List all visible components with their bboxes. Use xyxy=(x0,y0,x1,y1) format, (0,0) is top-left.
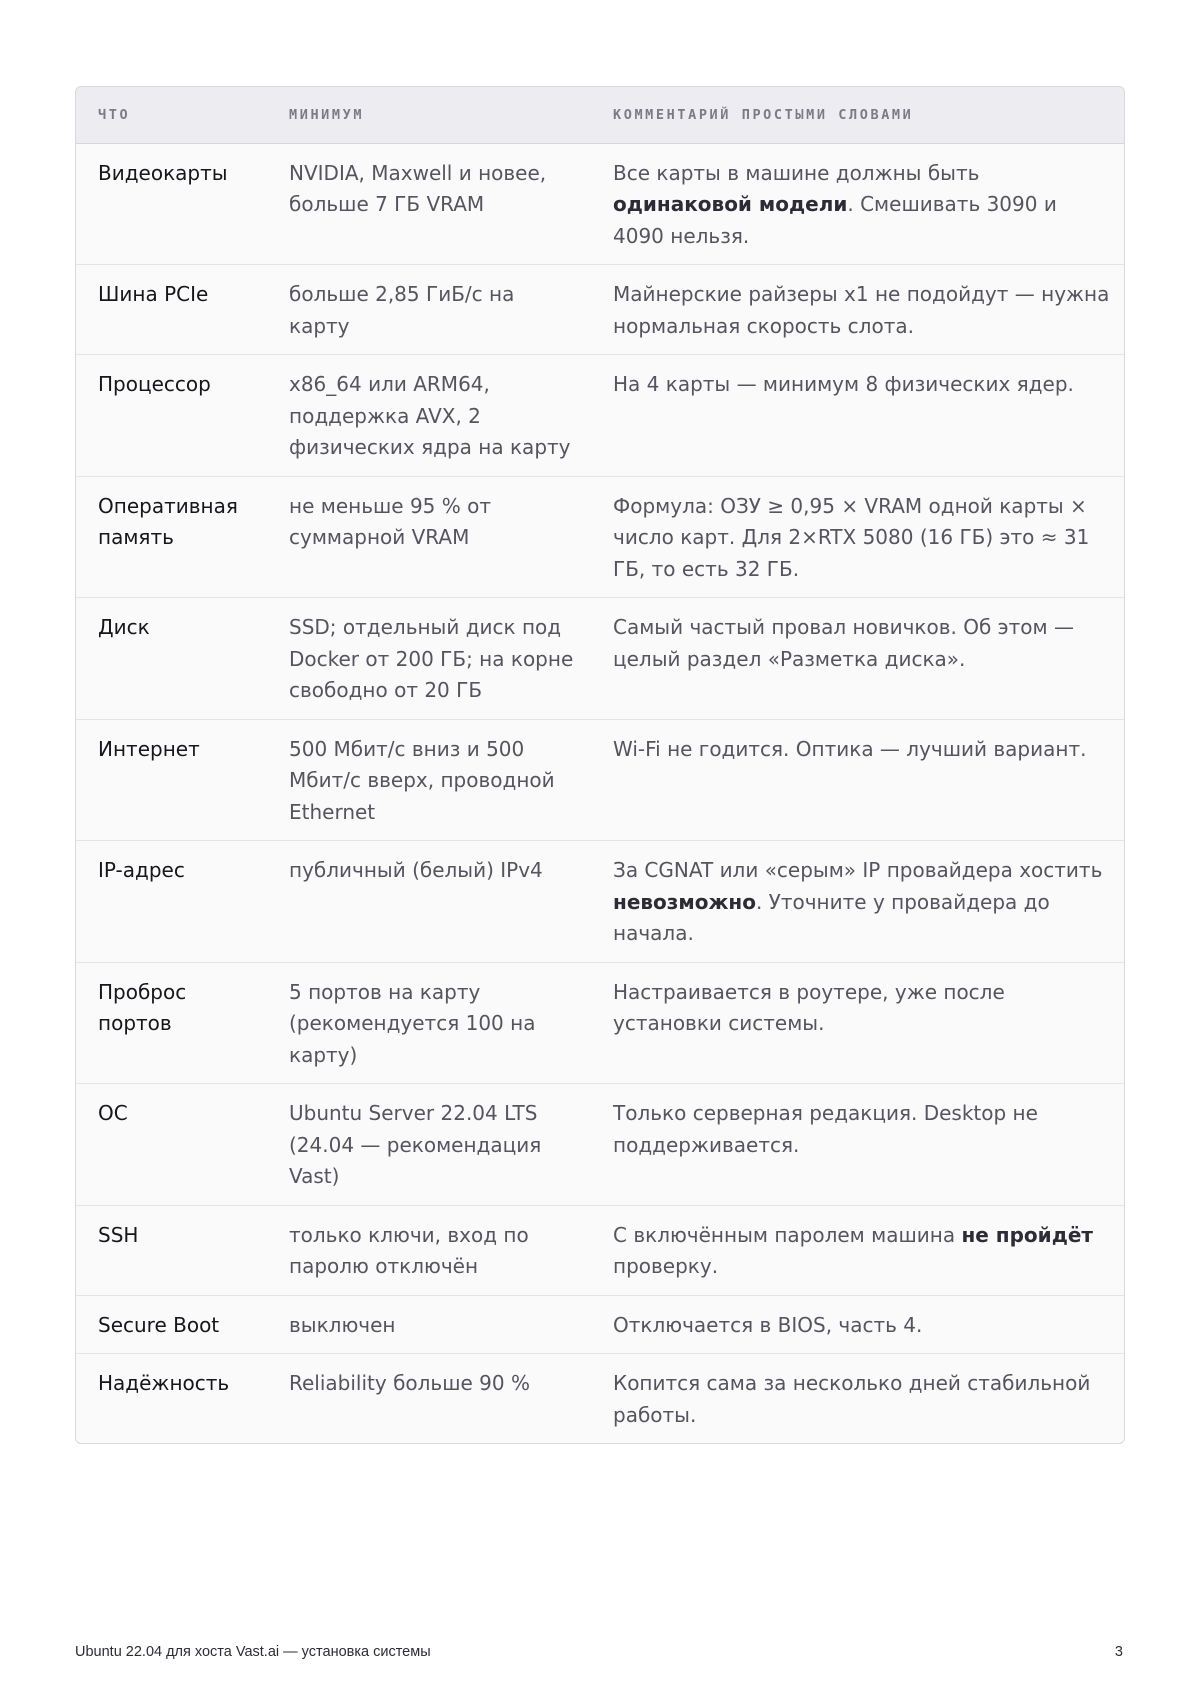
comment-text: Wi‑Fi не годится. Оптика — лучший вариант. xyxy=(613,736,1087,761)
table-row xyxy=(76,719,1124,841)
cell-minimum: больше 2,85 ГиБ/с на карту xyxy=(267,265,591,355)
table-row xyxy=(76,598,1124,720)
table-row xyxy=(76,1354,1124,1444)
table-row xyxy=(76,962,1124,1084)
cell-comment xyxy=(591,143,1124,265)
comment-text: Формула: ОЗУ ≥ 0,95 × VRAM одной карты × число карт. Для 2×RTX 5080 (16 ГБ) это ≈ 31 ГБ, то есть 32 ГБ. xyxy=(613,493,1090,581)
comment-text: . Смешивать 3090 и 4090 нельзя. xyxy=(613,192,1057,248)
table-row xyxy=(76,841,1124,963)
table-row xyxy=(76,1084,1124,1206)
cell-comment xyxy=(591,355,1124,477)
comment-text: Майнерские райзеры x1 не подойдут — нужна нормальная скорость слота. xyxy=(613,282,1110,338)
cell-what: Видеокарты xyxy=(76,143,267,265)
comment-text: На 4 карты — минимум 8 физических ядер. xyxy=(613,372,1074,396)
cell-what: Интернет xyxy=(76,719,267,841)
table-body xyxy=(76,143,1124,1443)
cell-minimum: SSD; отдельный диск под Docker от 200 ГБ; на корне свободно от 20 ГБ xyxy=(267,598,591,720)
cell-what: Диск xyxy=(76,598,267,720)
comment-emphasis: не пройдёт xyxy=(961,1222,1093,1247)
table-row xyxy=(76,143,1124,265)
requirements-table xyxy=(76,87,1124,1443)
cell-minimum: NVIDIA, Maxwell и новее, больше 7 ГБ VRAM xyxy=(267,143,591,265)
cell-what: SSH xyxy=(76,1205,267,1295)
comment-text: С включённым паролем машина xyxy=(613,1222,962,1247)
comment-text: Все карты в машине должны быть xyxy=(613,160,980,185)
table-row xyxy=(76,265,1124,355)
cell-comment xyxy=(591,1295,1124,1354)
cell-what: Проброс портов xyxy=(76,962,267,1084)
cell-minimum: не меньше 95 % от суммарной VRAM xyxy=(267,476,591,598)
comment-emphasis: одинаковой модели xyxy=(613,192,848,216)
cell-minimum: Ubuntu Server 22.04 LTS (24.04 — рекомендация Vast) xyxy=(267,1084,591,1206)
cell-comment xyxy=(591,841,1124,963)
cell-minimum: публичный (белый) IPv4 xyxy=(267,841,591,963)
cell-comment xyxy=(591,476,1124,598)
comment-text: Только серверная редакция. Desktop не поддерживается. xyxy=(613,1101,1038,1157)
comment-text: Настраивается в роутере, уже после установки системы. xyxy=(613,979,1005,1035)
table-row xyxy=(76,355,1124,477)
table-row xyxy=(76,1205,1124,1295)
cell-minimum: Reliability больше 90 % xyxy=(289,1371,530,1395)
comment-text: . Уточните у провайдера до начала. xyxy=(613,889,1050,945)
cell-comment xyxy=(591,962,1124,1084)
cell-comment xyxy=(591,1084,1124,1206)
cell-what: Процессор xyxy=(76,355,267,477)
cell-minimum: x86_64 или ARM64, поддержка AVX, 2 физических ядра на карту xyxy=(267,355,591,477)
cell-what: Secure Boot xyxy=(76,1295,267,1354)
table-header xyxy=(76,87,1124,143)
cell-minimum: 500 Мбит/с вниз и 500 Мбит/с вверх, проводной Ethernet xyxy=(267,719,591,841)
requirements-table-container xyxy=(75,86,1125,1444)
cell-comment xyxy=(591,598,1124,720)
table-row xyxy=(76,1295,1124,1354)
table-row xyxy=(76,476,1124,598)
header-comment: КОММЕНТАРИЙ ПРОСТЫМИ СЛОВАМИ xyxy=(591,87,1124,143)
header-what: ЧТО xyxy=(76,87,267,143)
cell-what: Надёжность xyxy=(98,1371,230,1395)
comment-text: проверку. xyxy=(613,1254,719,1278)
cell-minimum: 5 портов на карту (рекомендуется 100 на карту) xyxy=(267,962,591,1084)
comment-text: За CGNAT или «серым» IP провайдера хостить xyxy=(613,858,1103,882)
cell-comment xyxy=(591,719,1124,841)
comment-emphasis: невозможно xyxy=(613,889,756,914)
cell-what: Шина PCIe xyxy=(76,265,267,355)
header-minimum: МИНИМУМ xyxy=(267,87,591,143)
cell-comment xyxy=(591,1205,1124,1295)
cell-minimum: только ключи, вход по паролю отключён xyxy=(267,1205,591,1295)
cell-what: ОС xyxy=(76,1084,267,1206)
cell-what: Оперативная память xyxy=(76,476,267,598)
cell-comment xyxy=(591,265,1124,355)
footer-title: Ubuntu 22.04 для хоста Vast.ai — установка системы xyxy=(75,1644,431,1660)
cell-what: IP-адрес xyxy=(76,841,267,963)
table-header-row xyxy=(76,87,1124,143)
cell-minimum: выключен xyxy=(267,1295,591,1354)
footer-page-number: 3 xyxy=(1114,1644,1123,1660)
comment-text: Копится сама за несколько дней стабильной работы. xyxy=(613,1371,1091,1427)
comment-text: Отключается в BIOS, часть 4. xyxy=(613,1312,923,1337)
comment-text: Самый частый провал новичков. Об этом — целый раздел «Разметка диска». xyxy=(613,615,1074,671)
cell-comment xyxy=(591,1354,1124,1444)
